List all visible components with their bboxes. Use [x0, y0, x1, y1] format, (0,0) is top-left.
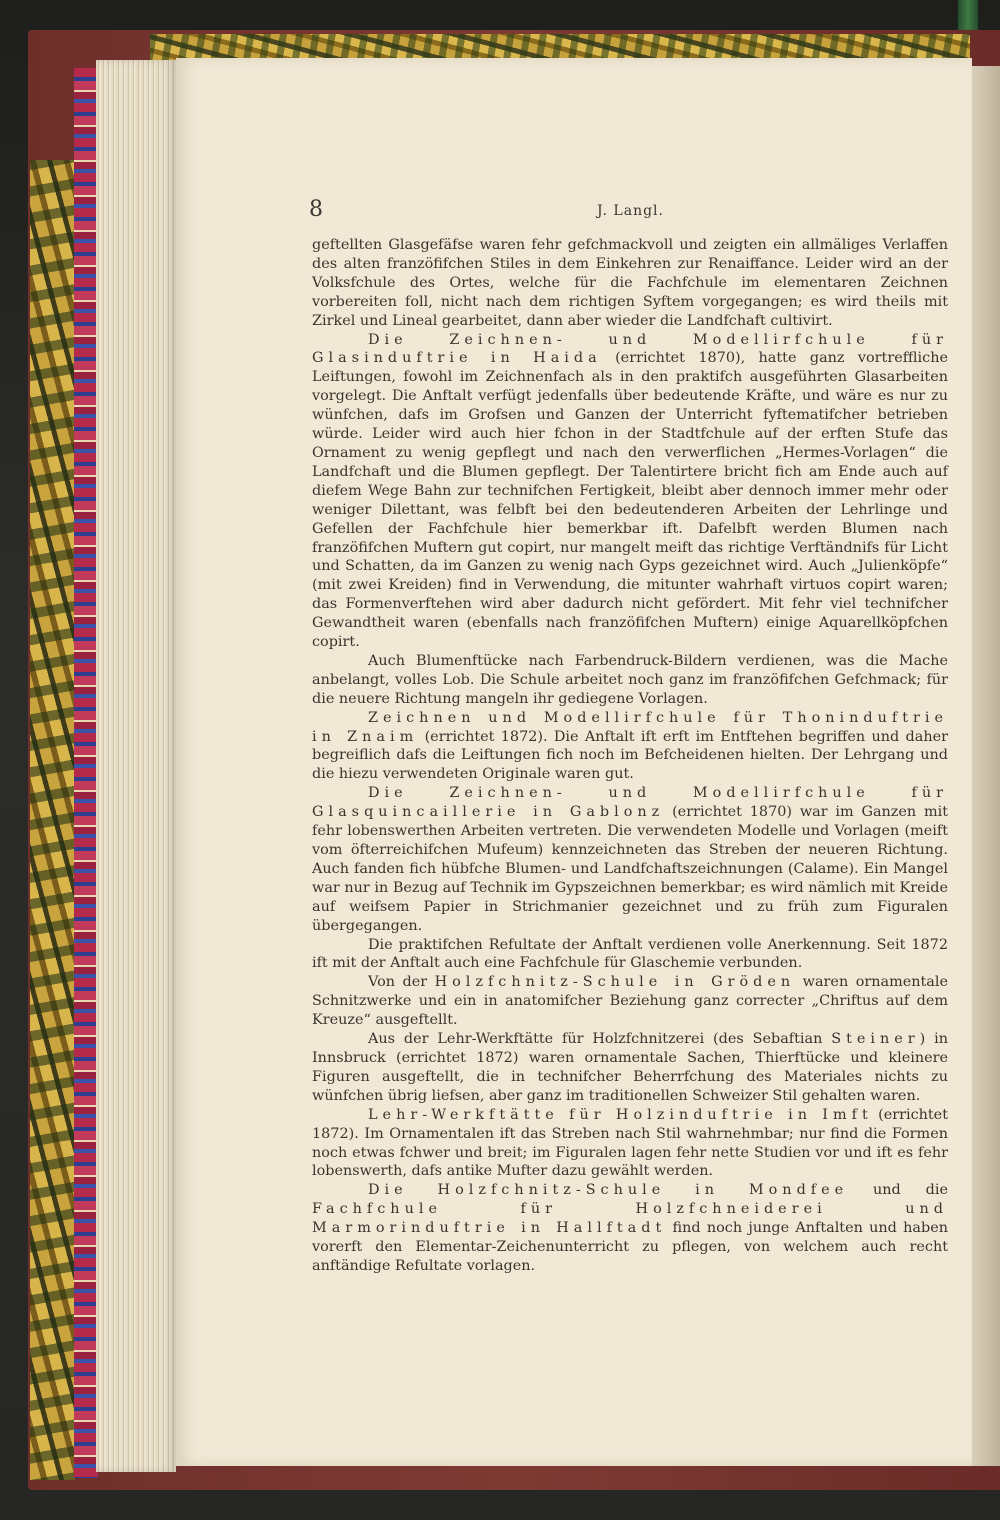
- spaced-heading-text: Holzfchnitz-Schule in Gröden: [434, 974, 796, 991]
- spaced-heading-text: Zeichnen und Modellirfchule für Thoninduftrie in Znaim: [312, 709, 948, 745]
- spaced-heading-text: Die Zeichnen- und Modellirfchule für Glasquincaillerie in Gablonz: [312, 785, 948, 821]
- spaced-heading-text: Lehr-Werkftätte für Holzinduftrie in Imft: [368, 1106, 873, 1123]
- page-number: 8: [309, 197, 323, 222]
- spaced-heading-text: Die Zeichnen- und Modellirfchule für Glasinduftrie in Haida: [312, 331, 948, 367]
- spaced-heading-text: Fachfchule für Holzfchneiderei und Marmorinduftrie in Hallftadt: [312, 1201, 948, 1237]
- paragraph-text: und die: [848, 1182, 948, 1199]
- paragraph-text: geftellten Glasgefäfse waren fehr gefchmackvoll und zeigten ein allmäliges Verlaffen des alten franzöfifchen Stiles in dem Einkehren zur Renaiffance. Leider wird an der Volksfchule des Ortes, welche für die Fachfchule im elementaren Zeichnen vorbereiten foll, nicht nach dem richtigen Syftem vorgegangen; es wird theils mit Zirkel und Lineal gearbeitet, dann aber wieder die Landfchaft cultivirt.: [312, 237, 948, 329]
- sprinkled-page-edge: [74, 68, 98, 1478]
- paragraph: [312, 784, 948, 935]
- paragraph-text: Aus der Lehr-Werkftätte für Holzfchnitzerei (des Sebaftian: [368, 1031, 832, 1048]
- marbled-endpaper: [30, 160, 75, 1480]
- body-text: [312, 236, 948, 1276]
- paragraph: [312, 331, 948, 652]
- page-stack: [96, 60, 176, 1472]
- paragraph-text: find noch junge Anftalten und haben vorerft den Elementar-Zeichenunterricht zu pflegen, von welchem auch recht anftändige Refultate vorlagen.: [312, 1220, 948, 1274]
- paragraph-text: waren ornamentale Schnitzwerke und ein in anatomifcher Beziehung ganz correcter „Chriftus auf dem Kreuze“ ausgeftellt.: [312, 974, 948, 1029]
- paragraph: [312, 709, 948, 785]
- paragraph-text: (errichtet 1870), hatte ganz vortreffliche Leiftungen, fowohl im Zeichnenfach als in den praktifch ausgeführten Glasarbeiten vorgelegt. Die Anftalt verfügt jedenfalls über bedeutende Kräfte, und wäre es nur zu wünfchen, dafs im Grofsen und Ganzen der Unterricht fyftematifcher betrieben würde. Leider wird auch hier fchon in der Stadtfchule auf der erften Stufe das Ornament zu wenig gepflegt und nach den verwerflichen „Hermes-Vorlagen“ die Landfchaft und die Blumen gepflegt. Der Talentirtere bricht fich am Ende auch auf diefem Wege Bahn zur technifchen Fertigkeit, bleibt aber dennoch immer mehr oder weniger Dilettant, was felbft bei den bedeutenderen Arbeiten der Lehrlinge und Gefellen der Fachfchule hier bemerkbar ift. Dafelbft werden Blumen nach franzöfifchen Muftern gut copirt, nur mangelt meift das richtige Verftändnifs für Licht und Schatten, da im Ganzen zu wenig nach Gyps gezeichnet wird. Auch „Julienköpfe“ (mit zwei Kreiden) find in Verwendung, die mitunter wahrhaft virtuos copirt waren; das Formenverftehen wird aber dadurch nicht gefördert. Mit fehr viel technifcher Gewandtheit waren (ebenfalls nach franzöfifchen Muftern) einige Aquarellköpfchen copirt.: [312, 350, 948, 651]
- paragraph: [312, 936, 948, 974]
- paragraph: [312, 236, 948, 331]
- paragraph-text: Die praktifchen Refultate der Anftalt verdienen volle Anerkennung. Seit 1872 ift mit der Anftalt auch eine Fachfchule für Glaschemie verbunden.: [312, 936, 948, 972]
- spaced-heading-text: Steiner: [831, 1031, 920, 1048]
- paragraph: [312, 1030, 948, 1106]
- paragraph: [312, 652, 948, 709]
- spaced-heading-text: Die Holzfchnitz-Schule in Mondfee: [368, 1182, 849, 1199]
- paragraph-text: (errichtet 1872). Die Anftalt ift erft im Entftehen begriffen und daher begreiflich dafs die Leiftungen fich noch im Befcheidenen hielten. Der Lehrgang und die hiezu verwendeten Originale waren gut.: [312, 728, 948, 783]
- paragraph-text: ) in Innsbruck (errichtet 1872) waren ornamentale Sachen, Thierftücke und kleinere Figuren ausgeftellt, die in technifcher Beherrfchung des Materiales nichts zu wünfchen übrig liefsen, aber ganz im traditionellen Schweizer Stil gehalten waren.: [312, 1031, 949, 1104]
- paragraph: [312, 1106, 948, 1182]
- page-gutter-shadow: [972, 66, 1000, 1466]
- running-head: J. Langl.: [597, 203, 664, 219]
- paragraph-text: (errichtet 1870) war im Ganzen mit fehr lobenswerthen Arbeiten vertreten. Die verwendeten Modelle und Vorlagen (meift vom öfterreichifchen Mufeum) kennzeichneten das Streben der neueren Richtung. Auch fanden fich hübfche Blumen- und Landfchaftszeichnungen (Calame). Ein Mangel war nur in Bezug auf Technik im Gypszeichnen bemerkbar; es wird nämlich mit Kreide auf weifsem Papier in Strichmanier gezeichnet und zu früh zum Figuralen übergegangen.: [312, 804, 948, 934]
- paragraph-text: Auch Blumenftücke nach Farbendruck-Bildern verdienen, was die Mache anbelangt, volles Lob. Die Schule arbeitet noch ganz im franzöfifchen Gefchmack; für die neuere Richtung mangeln ihr gediegene Vorlagen.: [312, 652, 948, 707]
- paragraph: [312, 973, 948, 1030]
- paragraph-text: Von der: [368, 974, 435, 991]
- paragraph-text: (errichtet 1872). Im Ornamentalen ift das Streben nach Stil wahrnehmbar; nur find die Formen noch etwas fchwer und breit; im Figuralen lagen fehr nette Studien vor und ift es fehr lobenswerth, dafs antike Mufter dazu gewählt werden.: [312, 1106, 948, 1180]
- paragraph: [312, 1181, 948, 1276]
